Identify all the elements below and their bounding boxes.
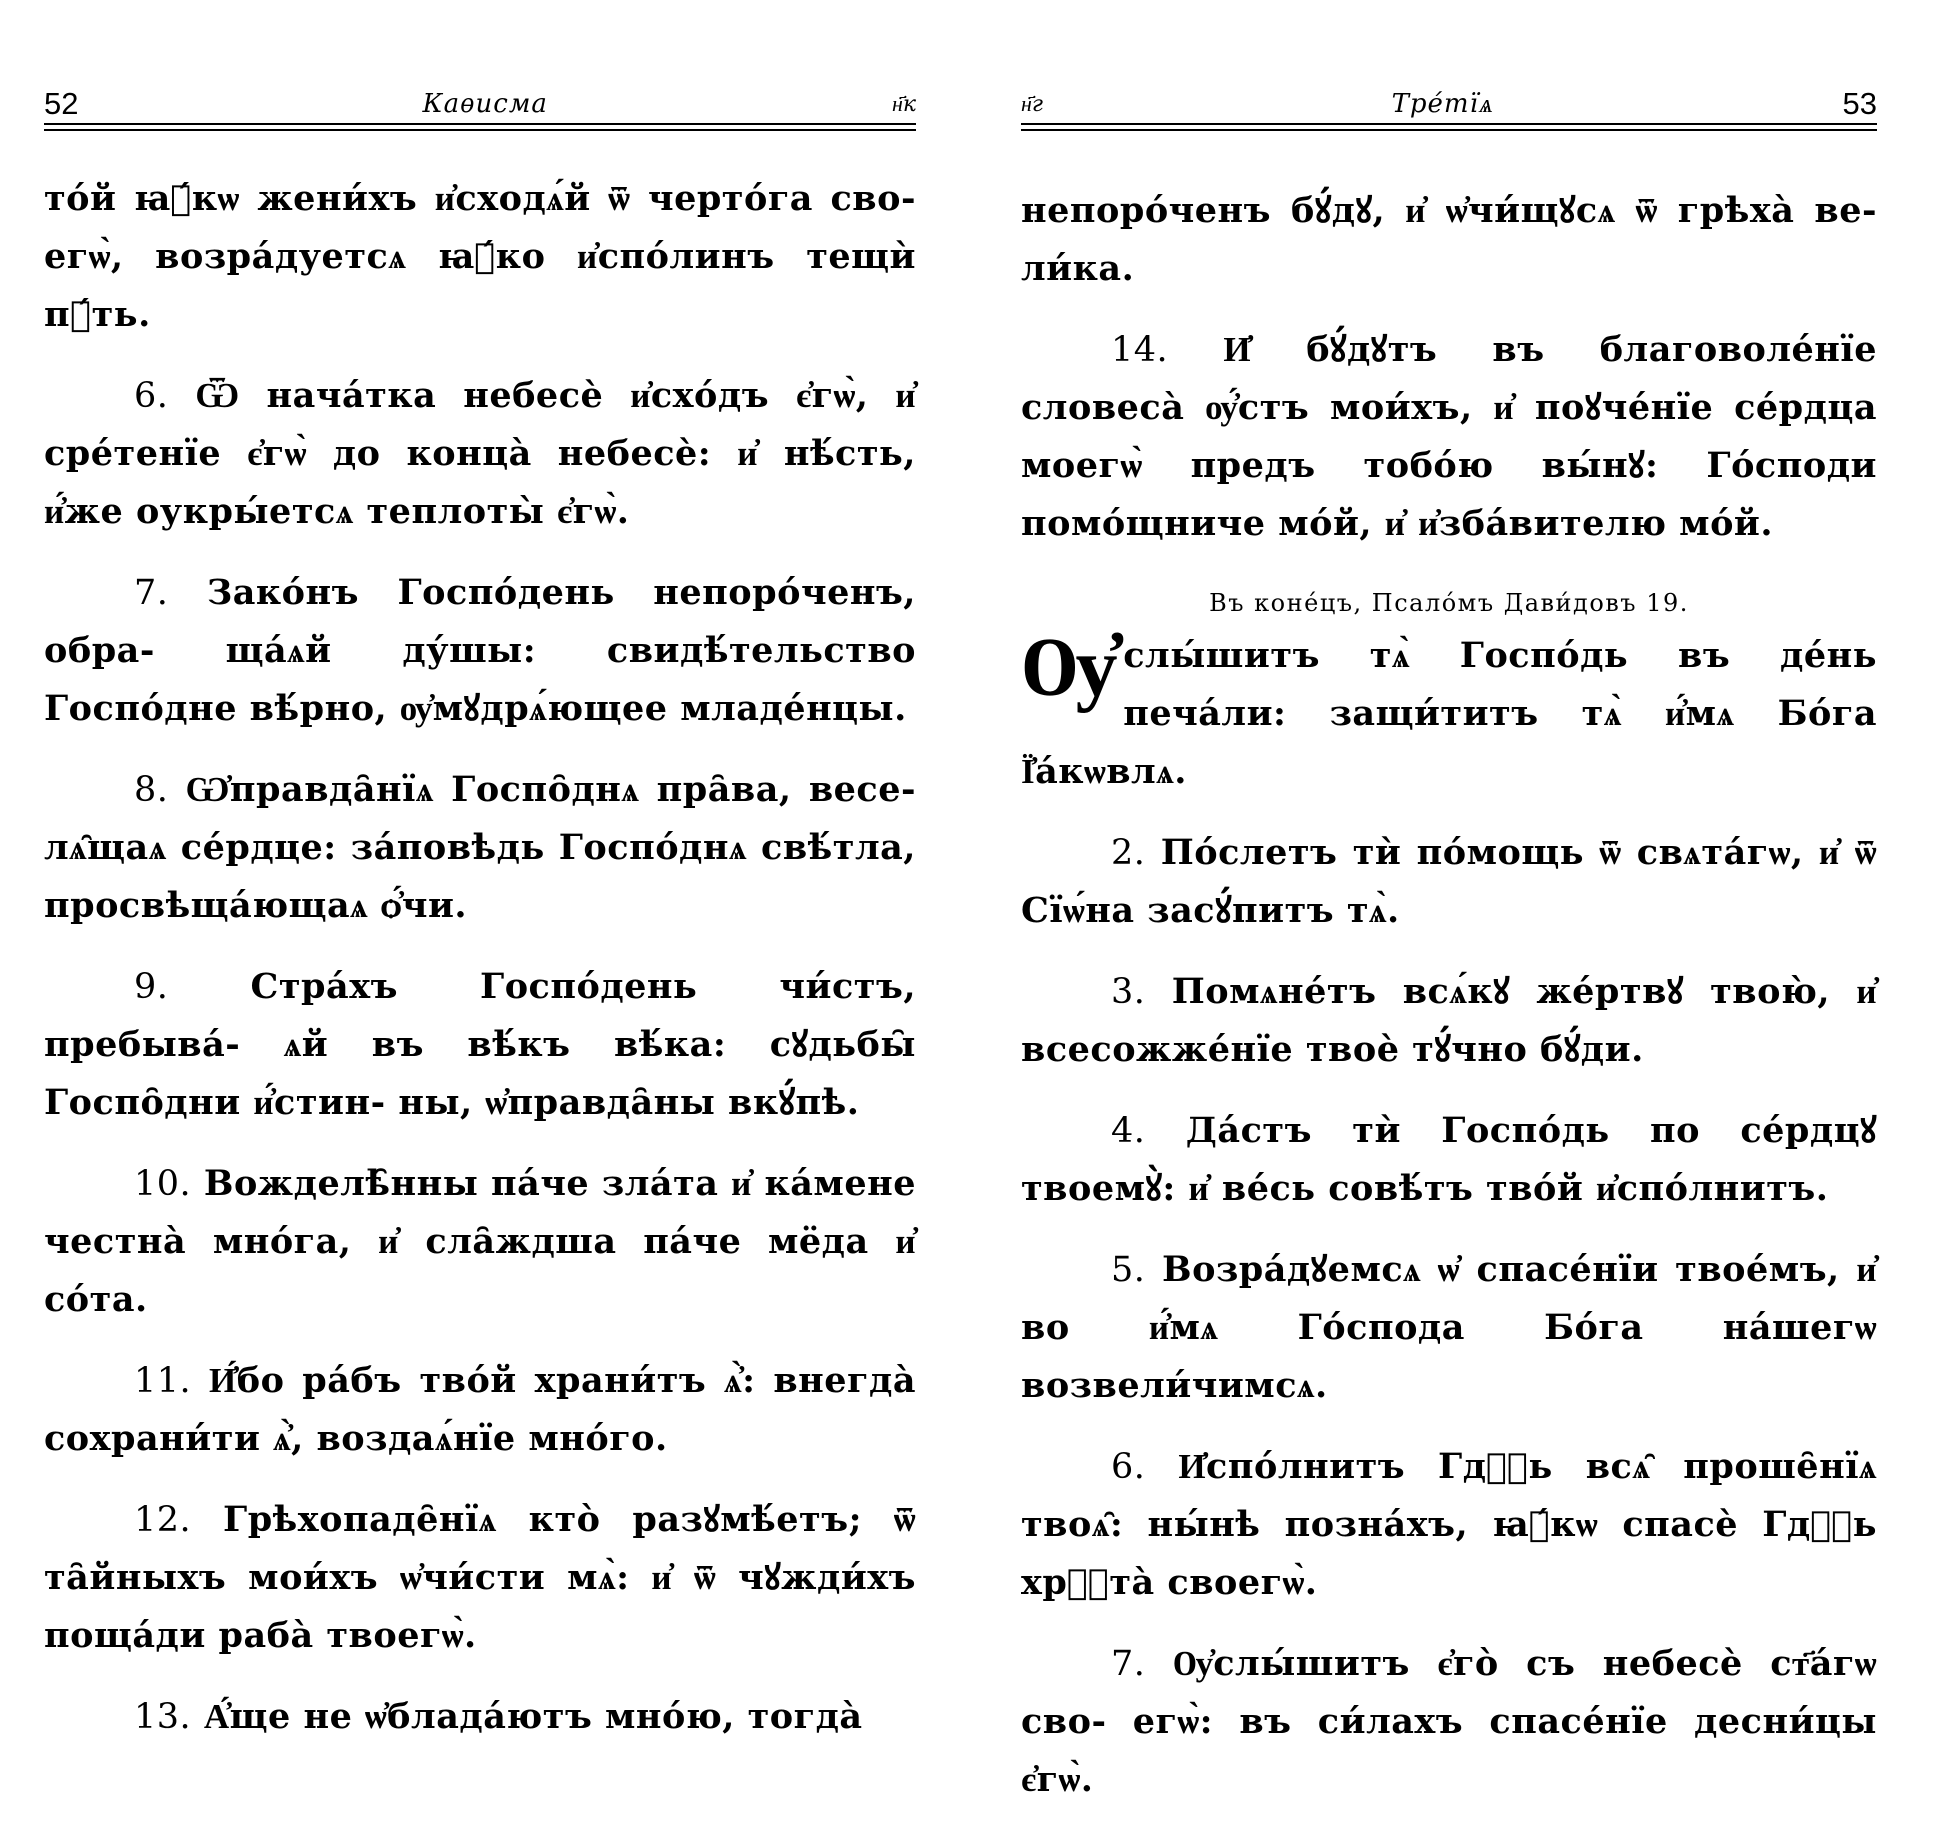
psalm-verse-4: 4. Да́стъ тѝ Госпо́дь по се́рдцꙋ твоемꙋ̀: и҆ ве́сь совѣ́тъ тво́й и҆спо́лнитъ. (1021, 1110, 1878, 1209)
left-header-rule-top (44, 123, 916, 125)
left-page-number: 52 (44, 86, 79, 121)
psalm-verse-6: 6. И҆спо́лнитъ Гдⷭ҇ь всѧ̑ проше̑нїѧ твоѧ̑: ны́нѣ позна́хъ, ꙗ҆́кѡ спасѐ Гдⷭ҇ь хрⷭ҇та̀ своегѡ̀. (1021, 1446, 1877, 1603)
verse-13-continuation: непоро́ченъ бꙋ́дꙋ, и҆ ѡ҆чи́щꙋсѧ ѿ грѣха̀ ве- ли́ка. (1021, 190, 1877, 289)
verse-10: 10. Вожделѣ̑нны па́че зла́та и҆ ка́мене честна̀ мно́га, и҆ сла̑ждша па́че мёда и҆ со́та. (44, 1163, 916, 1320)
right-header-rule-bottom (1021, 129, 1877, 131)
right-cyrillic-page-number: н҃г (1021, 92, 1044, 117)
psalm-verse-5: 5. Возра́дꙋемсѧ ѡ҆ спасе́нїи твое́мъ, и҆ во и҆́мѧ Го́спода Бо́га на́шегѡ возвели́чимсѧ. (1021, 1249, 1878, 1406)
right-header (1021, 82, 1877, 126)
verse-13: 13. А҆́ще не ѡ҆блада́ютъ мно́ю, тогда̀ (134, 1696, 863, 1737)
verse-7: 7. Зако́нъ Госпо́день непоро́ченъ, обра- ща́ѧй ду́шы: свидѣ́тельство Госпо́дне вѣ́рно, ѹ҆мꙋдрѧ́ющее младе́нцы. (44, 572, 916, 729)
verse-14: 14. И҆ бꙋ́дꙋтъ въ благоволе́нїе словеса̀ ѹ҆́стъ мои́хъ, и҆ поꙋче́нїе се́рдца моегѡ̀ предъ тобо́ю вы́нꙋ: Го́споди помо́щниче мо́й, и҆ и҆зба́вителю мо́й. (1021, 329, 1877, 544)
left-page (0, 0, 971, 1737)
verse-11: 11. И҆́бо ра́бъ тво́й храни́тъ ѧ҆̀: внегда̀ сохрани́ти ѧ҆̀, воздаѧ́нїе мно́го. (44, 1360, 916, 1459)
left-cyrillic-page-number: н҃к (891, 92, 916, 117)
drop-cap: Ѹ҆ (1021, 616, 1118, 715)
left-running-title: Каѳисма (422, 89, 548, 119)
verse-9: 9. Стра́хъ Госпо́день чи́стъ, пребыва́- ѧй въ вѣ́къ вѣ́ка: сꙋдьбы̑ Госпо̑дни и҆́стин- ны, ѡ҆правда̑ны вкꙋ́пѣ. (44, 966, 916, 1123)
psalm-verse-2: 2. По́слетъ тѝ по́мощь ѿ свѧта́гѡ, и҆ ѿ Сїѡ́на засꙋ́питъ тѧ̀. (1021, 832, 1877, 931)
right-page-number: 53 (1842, 86, 1877, 121)
psalm-first-verse: Ѹ҆слы́шитъ тѧ̀ Госпо́дь въ де́нь печа́ли: защи́титъ тѧ̀ и҆́мѧ Бо́га Ї҆а́кѡвлѧ. (1021, 616, 1877, 792)
right-running-title: Тре́тїѧ (1391, 89, 1494, 119)
verse-6: 6. Ѿ нача́тка небесѐ и҆схо́дъ є҆гѡ̀, и҆ сре́тенїе є҆гѡ̀ до конца̀ небесѐ: и҆ нѣ́сть, и҆́же оукры́етсѧ теплоты̀ є҆гѡ̀. (44, 375, 916, 532)
psalm-heading: Въ коне́цъ, Псало́мъ Дави́довъ 19. (1209, 589, 1689, 617)
psalm-verse-7: 7. Ѹ҆слы́шитъ є҆го̀ съ небесѐ ст҃а́гѡ сво- егѡ̀: въ си́лахъ спасе́нїе десни́цы є҆гѡ̀. (1021, 1643, 1878, 1800)
right-header-rule-top (1021, 123, 1877, 125)
left-body-text (44, 170, 916, 1769)
left-header (44, 82, 916, 126)
psalm-verse-3: 3. Помѧне́тъ всѧ́кꙋ же́ртвꙋ твою̀, и҆ всесожже́нїе твоѐ тꙋ́чно бꙋ́ди. (1021, 971, 1878, 1070)
right-page (971, 0, 1942, 1800)
verse-continuation: то́й ꙗ҆́кѡ жени́хъ и҆сходѧ́й ѿ черто́га сво- егѡ̀, возра́дуетсѧ ꙗ҆́ко и҆спо́линъ тещѝ пꙋ́ть. (44, 178, 916, 335)
left-header-rule-bottom (44, 129, 916, 131)
verse-8: 8. Ѡ҆правда̑нїѧ Госпо̑днѧ пра̑ва, весе- лѧ̑щаѧ се́рдце: за́повѣдь Госпо́днѧ свѣ́тла, просвѣща́ющаѧ ѻ҆́чи. (44, 769, 917, 926)
verse-12: 12. Грѣхопаде̑нїѧ кто̀ разꙋмѣ́етъ; ѿ та̑йныхъ мои́хъ ѡ҆чи́сти мѧ̀: и҆ ѿ чꙋжди́хъ поща́ди раба̀ твоегѡ̀. (44, 1499, 917, 1656)
right-body-text (1021, 182, 1877, 1832)
